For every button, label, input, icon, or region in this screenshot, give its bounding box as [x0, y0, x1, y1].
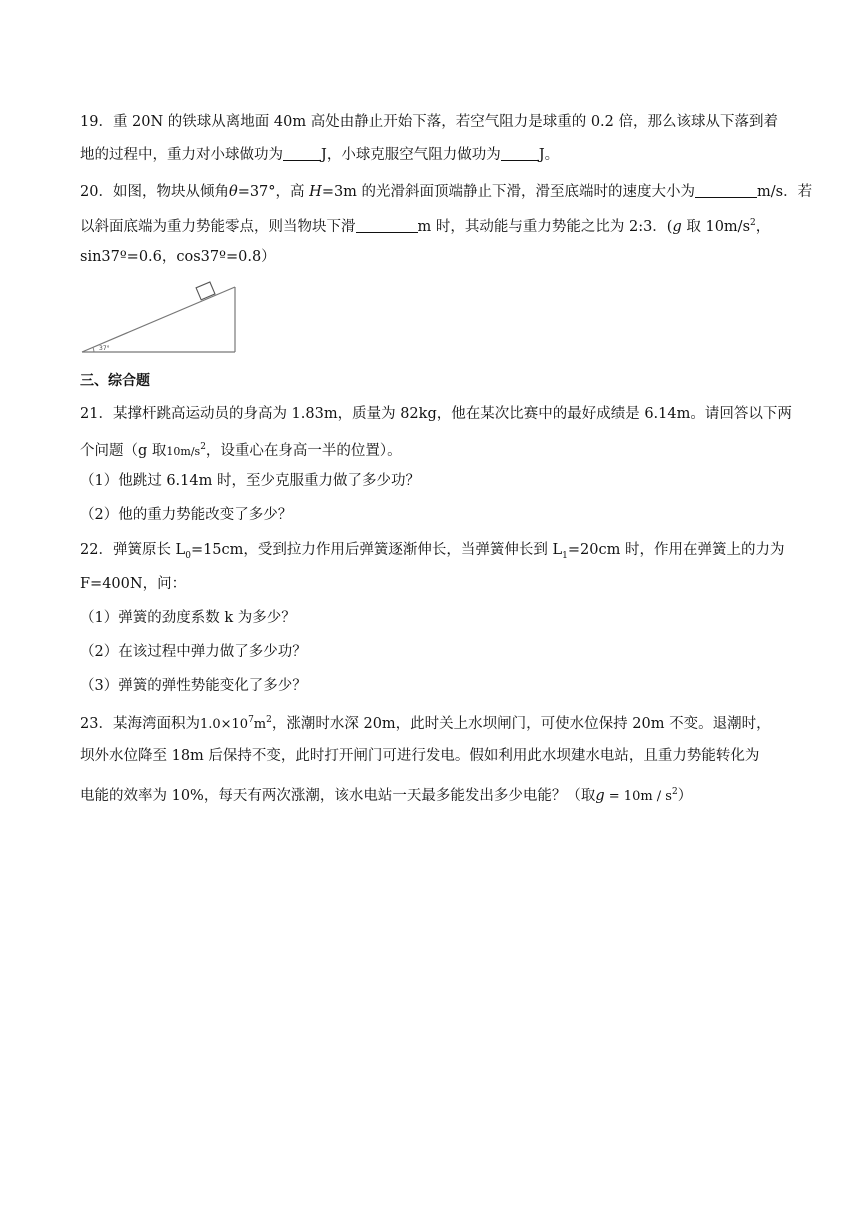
answer-blank[interactable] — [695, 183, 757, 198]
q22-text: =20cm 时，作用在弹簧上的力为 — [567, 542, 785, 558]
q20-text: ， — [755, 218, 771, 235]
q21-line-1 — [80, 404, 792, 424]
q21-sub-2 — [80, 505, 292, 525]
q23-line-2 — [80, 746, 759, 766]
incline-figure — [80, 281, 240, 357]
q21-text: 个问题（g 取 — [80, 442, 167, 459]
q23-text: 坝外水位降至 18m 后保持不变，此时打开闸门可进行发电。假如利用此水坝建水电站，且重力势能转化为 — [80, 748, 760, 764]
q21-subquestion: （2）他的重力势能改变了多少？ — [80, 507, 293, 523]
q21-unit: 10m/s — [166, 444, 201, 458]
q19-line-2 — [80, 145, 559, 165]
q22-sub-3 — [80, 676, 307, 696]
superscript: 7 — [248, 715, 254, 725]
q21-subquestion: （1）他跳过 6.14m 时，至少克服重力做了多少功？ — [80, 473, 420, 489]
q22-line-1 — [80, 540, 784, 566]
q22-subquestion: （3）弹簧的弹性势能变化了多少？ — [80, 678, 307, 694]
theta-symbol: θ — [228, 184, 238, 200]
q22-subquestion: （1）弹簧的劲度系数 k 为多少？ — [80, 610, 296, 626]
q22-line-2 — [80, 574, 186, 594]
q22-text: 22．弹簧原长 L — [80, 542, 186, 558]
g-symbol: g — [672, 218, 682, 235]
answer-blank[interactable] — [501, 146, 539, 161]
q21-text: 21．某撑杆跳高运动员的身高为 1.83m，质量为 82kg，他在某次比赛中的最好成绩是 6.14m。请回答以下两 — [80, 406, 792, 422]
q21-sub-1 — [80, 471, 420, 491]
q22-subquestion: （2）在该过程中弹力做了多少功？ — [80, 644, 307, 660]
q23-text: 23．某海湾面积为 — [80, 715, 200, 732]
q20-text: 以斜面底端为重力势能零点，则当物块下滑 — [80, 218, 356, 235]
q20-line-2 — [80, 213, 770, 237]
q22-text: F=400N，问： — [80, 576, 187, 592]
q23-line-1 — [80, 710, 771, 735]
subscript: 0 — [185, 550, 191, 561]
answer-blank[interactable] — [283, 146, 321, 161]
q20-text: =37°，高 — [237, 184, 310, 200]
q20-text: 20．如图，物块从倾角 — [80, 184, 229, 200]
superscript: 2 — [200, 442, 206, 452]
q19-text: J，小球克服空气阻力做功为 — [321, 147, 501, 163]
angle-label: 37° — [99, 345, 110, 352]
q23-line-3 — [80, 782, 692, 807]
q19-text: J。 — [538, 147, 560, 163]
q20-line-3 — [80, 247, 276, 267]
answer-blank[interactable] — [356, 218, 418, 233]
superscript: 2 — [671, 787, 678, 797]
area-unit: m — [253, 716, 267, 732]
superscript: 2 — [266, 715, 272, 725]
q19-text: 地的过程中，重力对小球做功为 — [80, 147, 283, 163]
q22-text: =15cm，受到拉力作用后弹簧逐渐伸长，当弹簧伸长到 L — [190, 542, 563, 558]
section-title — [80, 371, 150, 391]
q20-text: =3m 的光滑斜面顶端静止下滑，滑至底端时的速度大小为 — [321, 184, 696, 200]
g-symbol: g — [595, 787, 605, 804]
q23-text: ，涨潮时水深 20m，此时关上水坝闸门，可使水位保持 20m 不变。退潮时， — [271, 715, 771, 732]
section-title-text: 三、综合题 — [80, 373, 150, 389]
angle-arc — [93, 348, 94, 353]
area-value: 1.0×10 — [199, 716, 249, 732]
q20-text: m/s．若 — [757, 184, 813, 200]
q22-sub-2 — [80, 642, 307, 662]
q21-line-2 — [80, 437, 402, 462]
superscript: 2 — [750, 218, 756, 228]
q20-text: m 时，其动能与重力势能之比为 2:3．( — [417, 218, 673, 235]
q20-text: 取 10m/s — [681, 218, 751, 235]
q19-text: 19．重 20N 的铁球从离地面 40m 高处由静止开始下落，若空气阻力是球重的 0.2 倍，那么该球从下落到着 — [80, 114, 779, 130]
q23-text: 电能的效率为 10%，每天有两次涨潮，该水电站一天最多能发出多少电能？（取 — [80, 787, 596, 804]
incline-slope — [82, 287, 235, 352]
q21-text: ，设重心在身高一半的位置）。 — [205, 442, 402, 459]
q20-text: sin37º=0.6，cos37º=0.8） — [80, 249, 276, 265]
q19-line-1 — [80, 112, 778, 132]
g-value: = 10m / s — [604, 788, 672, 804]
q20-line-1 — [80, 182, 812, 202]
q22-sub-1 — [80, 608, 296, 628]
height-symbol: H — [309, 184, 322, 200]
q23-text: ） — [677, 787, 693, 804]
subscript: 1 — [562, 550, 568, 561]
